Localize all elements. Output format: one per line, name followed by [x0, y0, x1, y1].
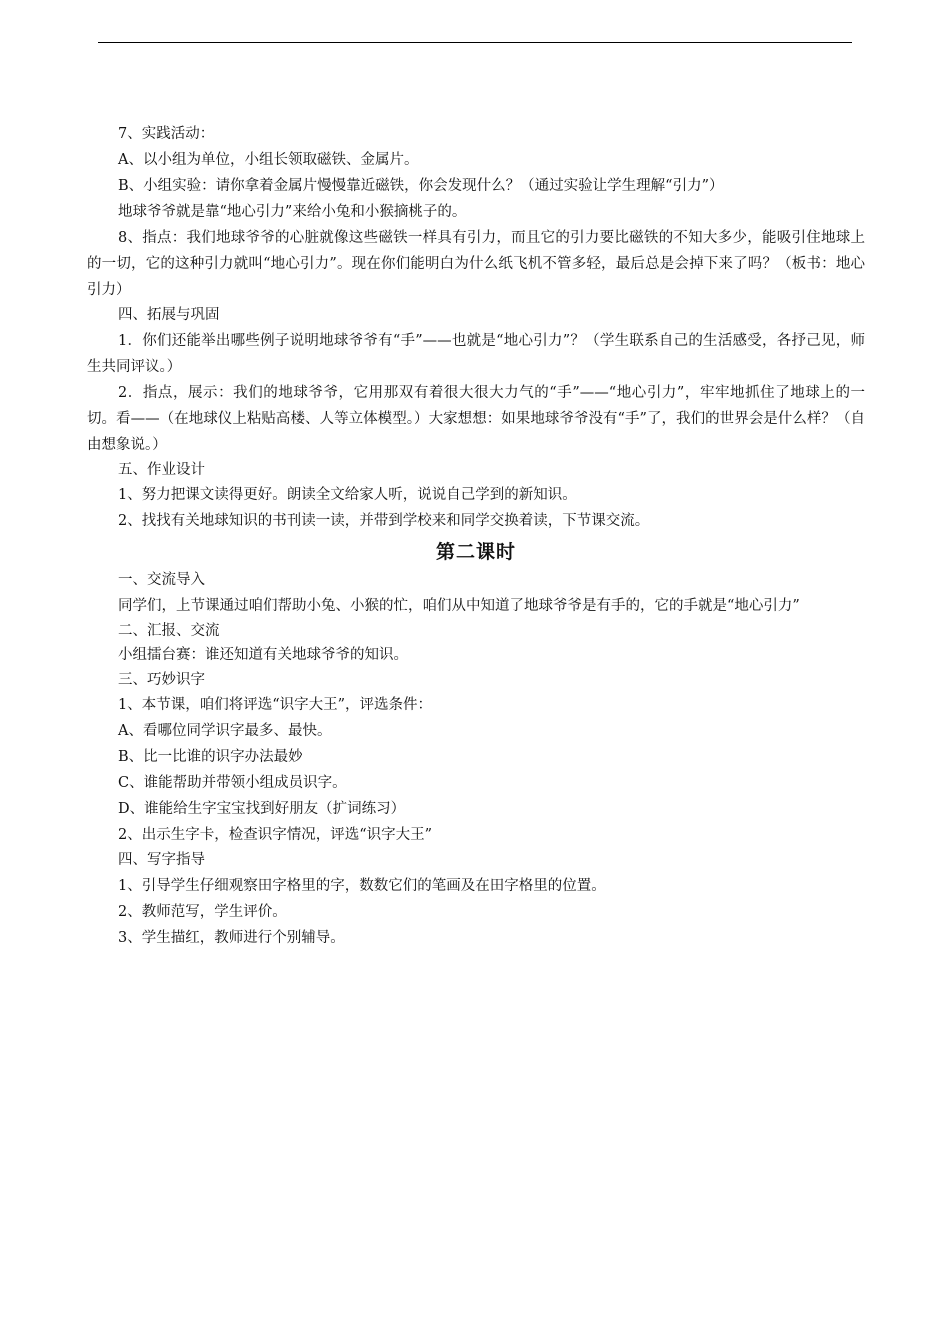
section-heading: 三、巧妙识字	[118, 671, 205, 688]
paragraph: B、小组实验：请你拿着金属片慢慢靠近磁铁，你会发现什么？（通过实验让学生理解“引力”）	[118, 178, 724, 194]
section-heading: 一、交流导入	[118, 572, 205, 588]
list-item: A、看哪位同学识字最多、最快。	[118, 723, 332, 739]
paragraph: 7、实践活动：	[118, 126, 215, 142]
section-heading: 四、写字指导	[118, 852, 205, 868]
list-item: D、谁能给生字宝宝找到好朋友（扩词练习）	[118, 801, 406, 817]
paragraph: 1、本节课，咱们将评选“识字大王”，评选条件：	[118, 697, 433, 713]
document-body	[87, 121, 865, 951]
paragraph: 2、找找有关地球知识的书刊读一读，并带到学校来和同学交换着读，下节课交流。	[118, 513, 650, 529]
paragraph: 小组擂台赛：谁还知道有关地球爷爷的知识。	[118, 647, 408, 663]
list-item: C、谁能帮助并带领小组成员识字。	[118, 775, 347, 791]
section-heading: 四、拓展与巩固	[118, 307, 220, 323]
paragraph: A、以小组为单位，小组长领取磁铁、金属片。	[118, 152, 419, 168]
section-title: 第二课时	[435, 541, 516, 563]
section-heading: 二、汇报、交流	[118, 622, 220, 639]
paragraph: 1、努力把课文读得更好。朗读全文给家人听，说说自己学到的新知识。	[118, 487, 577, 503]
section-heading: 五、作业设计	[118, 461, 205, 478]
paragraph: 地球爷爷就是靠“地心引力”来给小兔和小猴摘桃子的。	[118, 204, 467, 220]
list-item: 2、教师范写，学生评价。	[118, 903, 287, 920]
paragraph: 1．你们还能举出哪些例子说明地球爷爷有“手”——也就是“地心引力”？（学生联系自己的生活感受，各抒己见，师生共同评议。）	[87, 332, 865, 375]
list-item: 1、引导学生仔细观察田字格里的字，数数它们的笔画及在田字格里的位置。	[118, 877, 606, 894]
paragraph: 2．指点，展示：我们的地球爷爷，它用那双有着很大很大力气的“手”——“地心引力”，牢牢地抓住了地球上的一切。看——（在地球仪上粘贴高楼、人等立体模型。）大家想想：如果地球爷爷没有“手”了，我们的世界会是什么样？（自由想象说。）	[87, 384, 865, 453]
paragraph: 2、出示生字卡，检查识字情况，评选“识字大王”	[118, 827, 433, 843]
header-rule	[98, 42, 852, 43]
list-item: 3、学生描红，教师进行个别辅导。	[118, 929, 345, 946]
list-item: B、比一比谁的识字办法最妙	[118, 749, 303, 765]
paragraph: 同学们，上节课通过咱们帮助小兔、小猴的忙，咱们从中知道了地球爷爷是有手的，它的手就是“地心引力”	[118, 597, 800, 614]
paragraph: 8、指点：我们地球爷爷的心脏就像这些磁铁一样具有引力，而且它的引力要比磁铁的不知大多少，能吸引住地球上的一切，它的这种引力就叫“地心引力”。现在你们能明白为什么纸飞机不管多轻，最后总是会掉下来了吗？（板书：地心引力）	[87, 230, 865, 298]
